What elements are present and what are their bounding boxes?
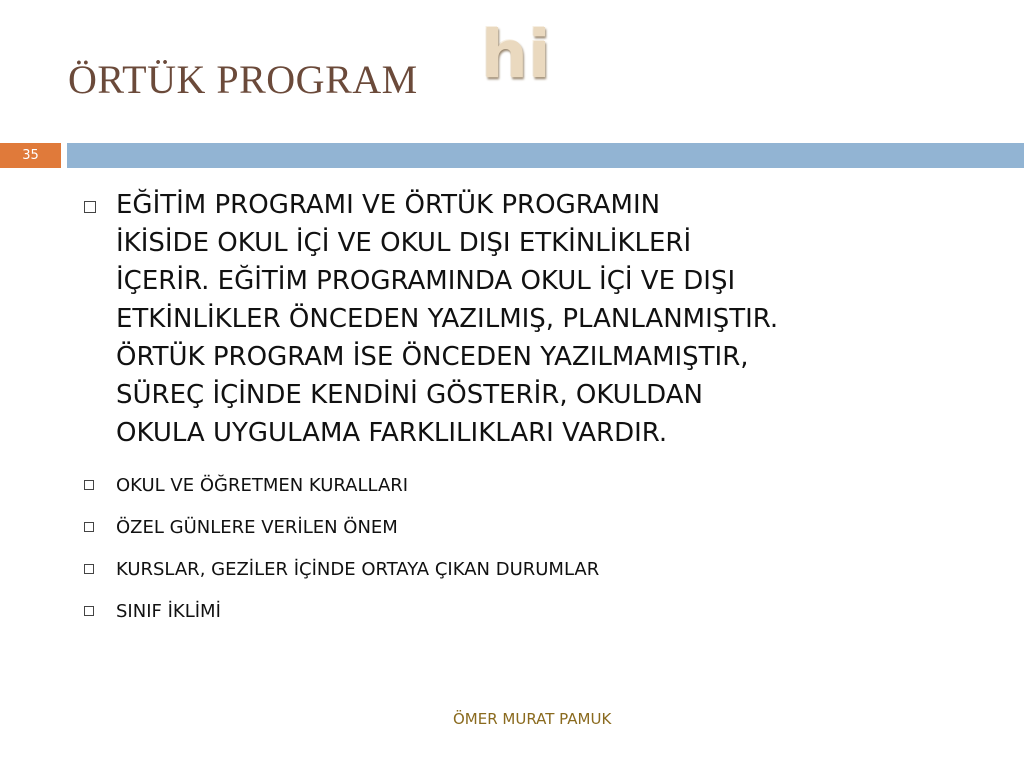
bullet-text: ÖZEL GÜNLERE VERİLEN ÖNEM: [116, 517, 398, 538]
bullet-text: OKUL VE ÖĞRETMEN KURALLARI: [116, 475, 409, 496]
bullet-text-line: SÜREÇ İÇİNDE KENDİNİ GÖSTERİR, OKULDAN: [116, 380, 703, 410]
bullet-text-line: OKULA UYGULAMA FARKLILIKLARI VARDIR.: [116, 418, 668, 448]
header-band: [67, 143, 1024, 168]
square-bullet-icon: [84, 201, 96, 213]
bullet-text-line: EĞİTİM PROGRAMI VE ÖRTÜK PROGRAMIN: [116, 190, 661, 220]
square-bullet-icon: [84, 606, 94, 616]
square-bullet-icon: [84, 480, 94, 490]
footer-author: ÖMER MURAT PAMUK: [453, 710, 612, 728]
bullet-item-class-climate: [84, 598, 984, 625]
bullet-text: KURSLAR, GEZİLER İÇİNDE ORTAYA ÇIKAN DURUMLAR: [116, 559, 600, 580]
slide-content: [84, 186, 984, 640]
bullet-text: SINIF İKLİMİ: [116, 601, 221, 622]
slide-title: ÖRTÜK PROGRAM: [68, 57, 418, 102]
hi-decoration: hi: [481, 16, 551, 93]
bullet-text-line: İKİSİDE OKUL İÇİ VE OKUL DIŞI ETKİNLİKLERİ: [116, 228, 692, 258]
square-bullet-icon: [84, 564, 94, 574]
slide-number: 35: [0, 143, 61, 168]
bullet-item-special-days: [84, 514, 984, 541]
bullet-item-rules: [84, 472, 984, 499]
bullet-text-line: İÇERİR. EĞİTİM PROGRAMINDA OKUL İÇİ VE DIŞI: [116, 266, 736, 296]
bullet-text-line: ETKİNLİKLER ÖNCEDEN YAZILMIŞ, PLANLANMIŞTIR.: [116, 304, 779, 334]
bullet-item-main: [84, 186, 984, 452]
square-bullet-icon: [84, 522, 94, 532]
bullet-text-main: [116, 186, 778, 452]
bullet-text-line: ÖRTÜK PROGRAM İSE ÖNCEDEN YAZILMAMIŞTIR,: [116, 342, 749, 372]
bullet-item-courses-trips: [84, 556, 984, 583]
